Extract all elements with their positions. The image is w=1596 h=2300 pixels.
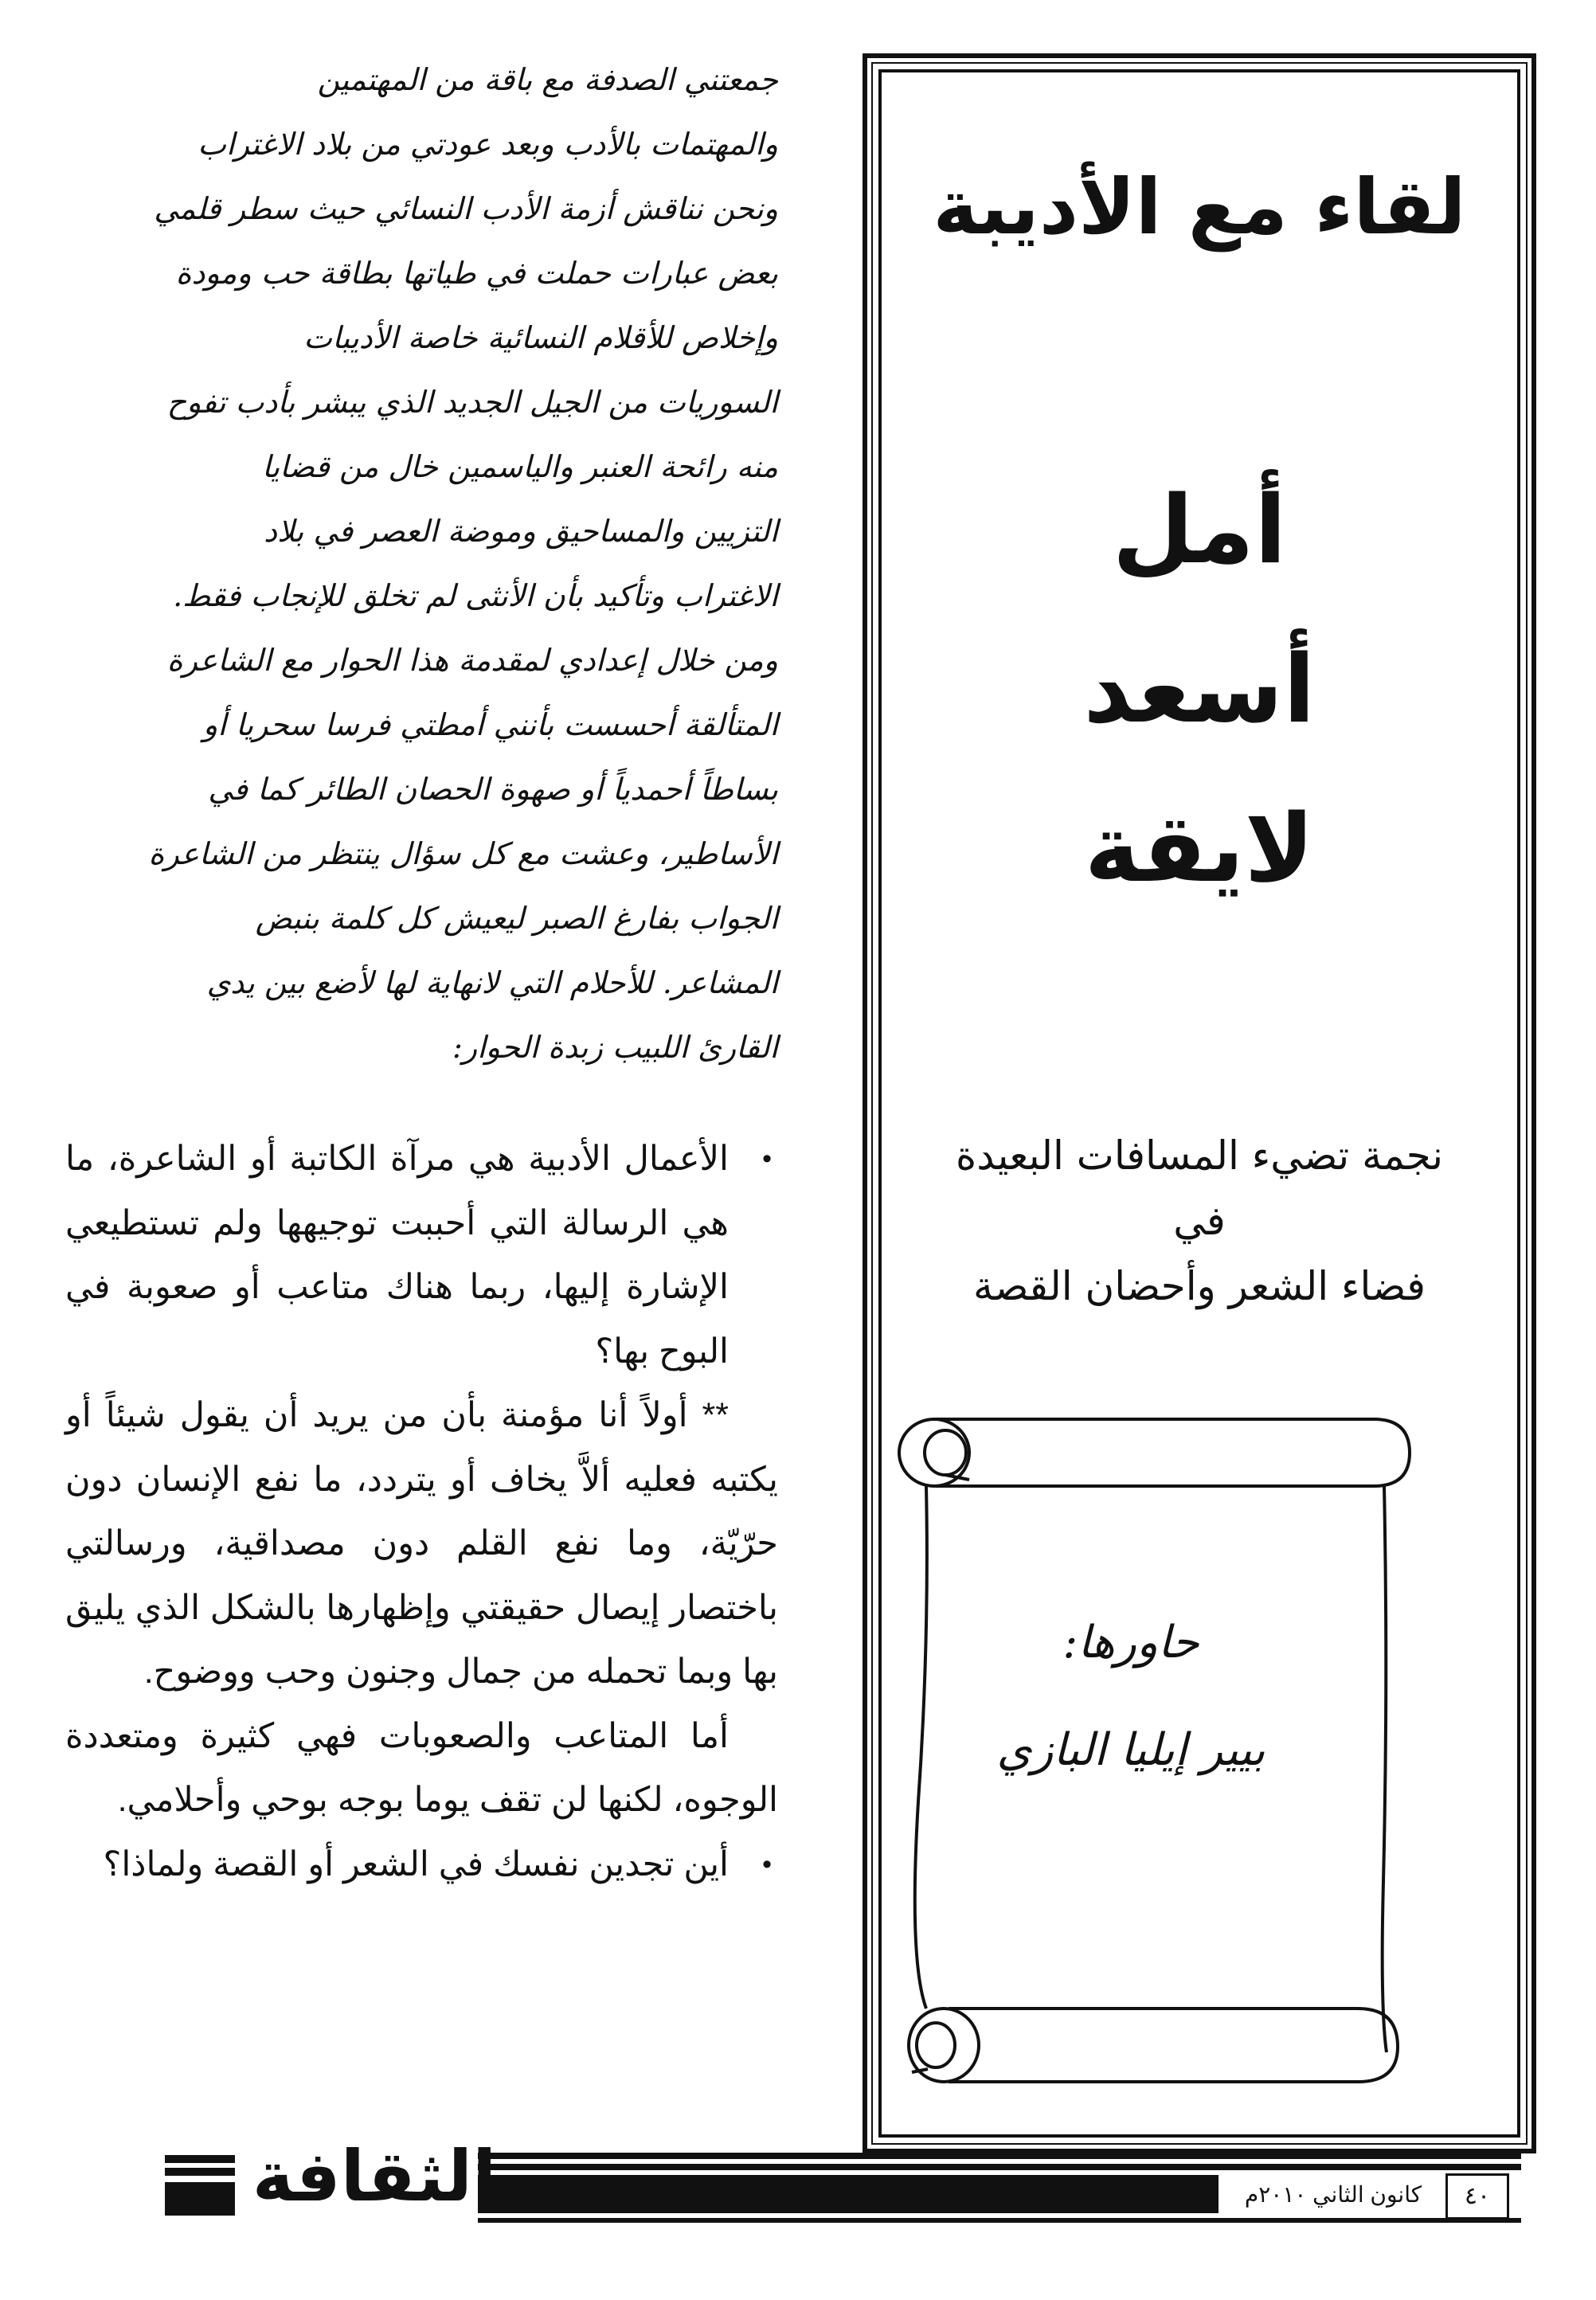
- page-number: ٤٠: [1445, 2173, 1509, 2220]
- intro-line: الأساطير، وعشت مع كل سؤال ينتظر من الشاعرة: [148, 836, 778, 871]
- intro-line: القارئ اللبيب زبدة الحوار:: [452, 1030, 778, 1065]
- intro-line: المتألقة أحسست بأنني أمطتي فرسا سحريا أو: [203, 707, 778, 742]
- intro-line: جمعتني الصدفة مع باقة من المهتمين: [317, 62, 778, 97]
- intro-line: ونحن نناقش أزمة الأدب النسائي حيث سطر قلمي: [154, 191, 778, 226]
- intro-line: الاغتراب وتأكيد بأن الأنثى لم تخلق للإنجاب فقط.: [173, 578, 778, 613]
- intro-line: الجواب بفارغ الصبر ليعيش كل كلمة بنبض: [255, 901, 778, 936]
- intro-line: السوريات من الجيل الجديد الذي يبشر بأدب تفوح: [166, 385, 778, 420]
- intro-line: وإخلاص للأقلام النسائية خاصة الأديبات: [303, 320, 778, 355]
- answer-1-paragraph-1: ** أولاً أنا مؤمنة بأن من يريد أن يقول شيئاً أو يكتبه فعليه ألاَّ يخاف أو يتردد، ما نفع الإنسان دون حرّيّة، وما نفع القلم دون مصداقية، ورسالتي باختصار إيصال حقيقتي وإظهارها بالشكل الذي يليق بها وبما تحمله من جمال وجنون وحب ووضوح.: [65, 1396, 778, 1691]
- interviewer-name: بيير إيليا البازي: [996, 1724, 1265, 1776]
- intro-line: بعض عبارات حملت في طياتها بطاقة حب ومودة: [175, 256, 778, 291]
- author-middle-name: أسعد: [1083, 634, 1316, 744]
- bullet-icon: •: [762, 1144, 772, 1174]
- intro-line: منه رائحة العنبر والياسمين خال من قضايا: [262, 449, 778, 484]
- author-last-name: لايقة: [1084, 793, 1315, 903]
- interview-heading: لقاء مع الأديبة: [933, 162, 1466, 252]
- intro-line: والمهتمات بالأدب وبعد عودتي من بلاد الاغتراب: [198, 127, 778, 162]
- issue-date: كانون الثاني ٢٠١٠م: [1244, 2182, 1422, 2207]
- question-1-text: الأعمال الأدبية هي مرآة الكاتبة أو الشاعرة، ما هي الرسالة التي أحببت توجيهها ولم تستطيعي الإشارة إليها، ربما هناك متاعب أو صعوبة في البوح بها؟: [65, 1140, 729, 1371]
- intro-line: التزيين والمساحيق وموضة العصر في بلاد: [264, 514, 778, 549]
- intro-line: بساطاً أحمدياً أو صهوة الحصان الطائر كما في: [208, 772, 778, 807]
- author-first-name: أمل: [1112, 475, 1287, 585]
- subtitle-line: فضاء الشعر وأحضان القصة: [973, 1263, 1426, 1309]
- subtitle-line: في: [1173, 1198, 1226, 1244]
- question-2-text: أين تجدين نفسك في الشعر أو القصة ولماذا؟: [103, 1844, 729, 1883]
- magazine-logo: الثقافة: [252, 2135, 497, 2217]
- interviewer-label: حاورها:: [1062, 1617, 1199, 1668]
- intro-line: المشاعر. للأحلام التي لانهاية لها لأضع بين يدي: [206, 965, 778, 1000]
- intro-line: ومن خلال إعدادي لمقدمة هذا الحوار مع الشاعرة: [166, 643, 778, 678]
- answer-1-paragraph-2: أما المتاعب والصعوبات فهي كثيرة ومتعددة الوجوه، لكنها لن تقف يوما بوجه بوحي وأحلامي.: [65, 1716, 778, 1819]
- bullet-icon: •: [762, 1848, 772, 1880]
- subtitle-line: نجمة تضيء المسافات البعيدة: [956, 1132, 1443, 1179]
